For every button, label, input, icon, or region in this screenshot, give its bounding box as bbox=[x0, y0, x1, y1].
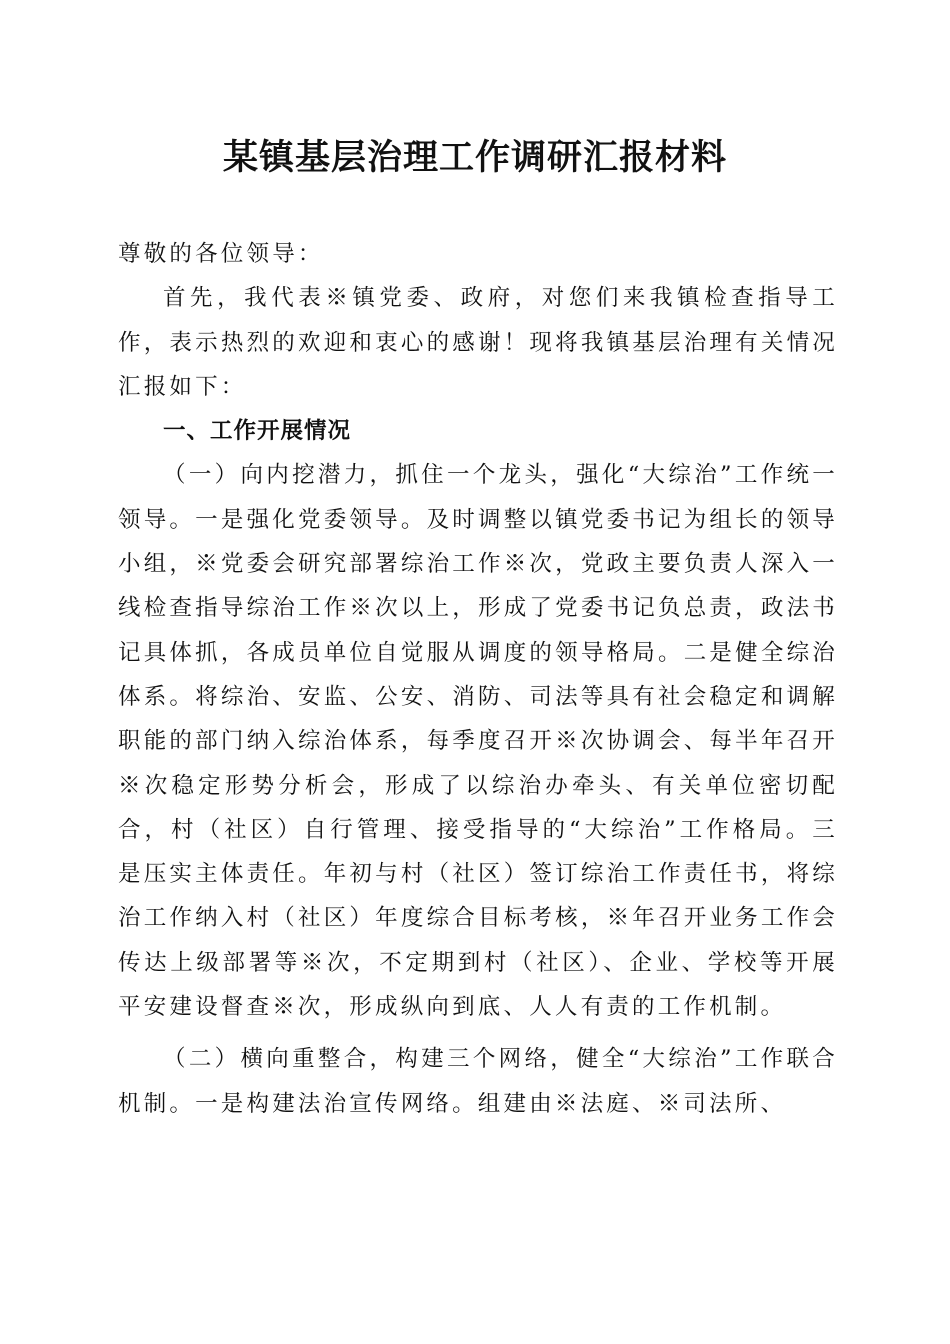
paragraph-2: （二）横向重整合，构建三个网络，健全“大综治”工作联合机制。一是构建法治宣传网络。组建由※法庭、※司法所、 bbox=[118, 1046, 838, 1117]
document-title: 某镇基层治理工作调研汇报材料 bbox=[222, 137, 727, 178]
document-body bbox=[118, 232, 838, 1126]
salutation: 尊敬的各位领导： bbox=[118, 241, 324, 267]
paragraph-1: （一）向内挖潜力，抓住一个龙头，强化“大综治”工作统一领导。一是强化党委领导。及时调整以镇党委书记为组长的领导小组，※党委会研究部署综治工作※次，党政主要负责人深入一线检查指导综治工作※次以上，形成了党委书记负总责，政法书记具体抓，各成员单位自觉服从调度的领导格局。二是健全综治体系。将综治、安监、公安、消防、司法等具有社会稳定和调解职能的部门纳入综治体系，每季度召开※次协调会、每半年召开※次稳定形势分析会，形成了以综治办牵头、有关单位密切配合，村（社区）自行管理、接受指导的“大综治”工作格局。三是压实主体责任。年初与村（社区）签订综治工作责任书，将综治工作纳入村（社区）年度综合目标考核，※年召开业务工作会传达上级部署等※次，不定期到村（社区）、企业、学校等开展平安建设督查※次，形成纵向到底、人人有责的工作机制。 bbox=[118, 462, 838, 1021]
intro-paragraph: 首先，我代表※镇党委、政府，对您们来我镇检查指导工作，表示热烈的欢迎和衷心的感谢！现将我镇基层治理有关情况汇报如下： bbox=[118, 285, 838, 400]
section-heading: 一、工作开展情况 bbox=[163, 418, 352, 445]
